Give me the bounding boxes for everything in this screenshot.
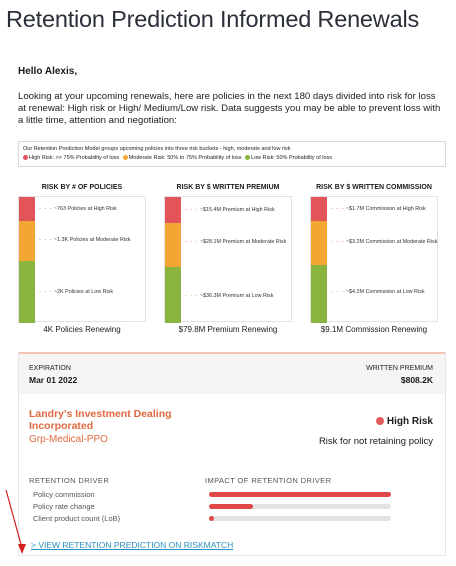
label-high: - - - ~$15.4M Premium at High Risk [185, 207, 275, 213]
label-moderate: - - - ~$28.1M Premium at Moderate Risk [185, 239, 287, 245]
impact-heading: IMPACT OF RETENTION DRIVER [205, 476, 332, 485]
bar-high [19, 197, 35, 221]
chart-title: RISK BY $ WRITTEN PREMIUM [176, 184, 280, 191]
driver-label: Policy commission [33, 490, 95, 499]
bar-low [19, 261, 35, 323]
impact-bar-track [209, 516, 391, 521]
premium-value: $808.2K [400, 375, 433, 385]
bar-high [311, 197, 327, 221]
chart-footer: $9.1M Commission Renewing [320, 325, 428, 334]
impact-bar-fill [209, 504, 253, 509]
chart-footer: $79.8M Premium Renewing [178, 325, 278, 334]
legend-moderate: Moderate Risk: 50% to 75% Probability of loss [128, 155, 242, 161]
risk-legend [18, 141, 446, 167]
chart-policies [18, 184, 146, 336]
chart-commission [310, 184, 438, 336]
intro-text: Looking at your upcoming renewals, here are policies in the next 180 days divided into risk for loss at renewal: High risk or High/ Medium/Low risk. Data suggests you may be able to prevent loss with a little time, attention and negotiation: [18, 91, 441, 126]
bar-moderate [19, 221, 35, 261]
bar-high [165, 197, 181, 223]
expiration-label: EXPIRATION [29, 365, 71, 372]
legend-keys [23, 154, 441, 163]
chart-title: RISK BY $ WRITTEN COMMISSION [316, 184, 432, 191]
low-risk-dot-icon [245, 155, 250, 160]
risk-description: Risk for not retaining policy [318, 436, 433, 447]
card-header [19, 354, 445, 394]
label-moderate: - - - ~$3.2M Commission at Moderate Risk [331, 239, 438, 245]
label-low: - - - ~$36.3M Premium at Low Risk [185, 293, 274, 299]
label-high: - - - ~$1.7M Commission at High Risk [331, 206, 426, 212]
expiration-value: Mar 01 2022 [29, 375, 78, 385]
risk-badge: High Risk [376, 416, 433, 427]
impact-bar-fill [209, 492, 391, 497]
label-low: - - - ~2K Policies at Low Risk [39, 289, 114, 295]
chart-area [164, 196, 292, 322]
bar-low [165, 267, 181, 323]
drivers-heading: RETENTION DRIVER [29, 476, 110, 485]
legend-description: Our Retention Prediction Model groups upcoming policies into three risk buckets - high, moderate and low risk [23, 146, 291, 152]
high-risk-dot-icon [23, 155, 28, 160]
legend-low: Low Risk: 50% Probability of loss [251, 155, 333, 161]
label-high: - - - ~763 Policies at High Risk [39, 206, 117, 212]
bar-moderate [165, 223, 181, 267]
impact-bar-track [209, 504, 391, 509]
premium-label: WRITTEN PREMIUM [366, 365, 433, 372]
bar-low [311, 265, 327, 323]
high-risk-dot-icon [376, 417, 384, 425]
greeting: Hello Alexis, [18, 66, 78, 77]
driver-label: Client product count (LoB) [33, 514, 121, 523]
impact-bar-track [209, 492, 391, 497]
page-title: Retention Prediction Informed Renewals [6, 6, 420, 32]
legend-high: High Risk: >> 75% Probability of loss [29, 155, 120, 161]
label-moderate: - - - ~1.3K Policies at Moderate Risk [39, 237, 131, 243]
arrow-pointer-icon [0, 486, 40, 558]
label-low: - - - ~$4.2M Commission at Low Risk [331, 289, 425, 295]
bar-moderate [311, 221, 327, 265]
driver-label: Policy rate change [33, 502, 95, 511]
impact-bar-fill [209, 516, 214, 521]
chart-premium [164, 184, 292, 336]
chart-area [310, 196, 438, 322]
chart-footer: 4K Policies Renewing [43, 325, 121, 334]
chart-title: RISK BY # OF POLICIES [41, 184, 123, 191]
chart-area [18, 196, 146, 322]
moderate-risk-dot-icon [123, 155, 128, 160]
policy-card [18, 352, 446, 556]
company-name: Landry's Investment Dealing Incorporated [29, 408, 172, 432]
view-prediction-link[interactable]: > VIEW RETENTION PREDICTION ON RISKMATCH [31, 540, 234, 550]
product-name: Grp-Medical-PPO [29, 434, 108, 445]
